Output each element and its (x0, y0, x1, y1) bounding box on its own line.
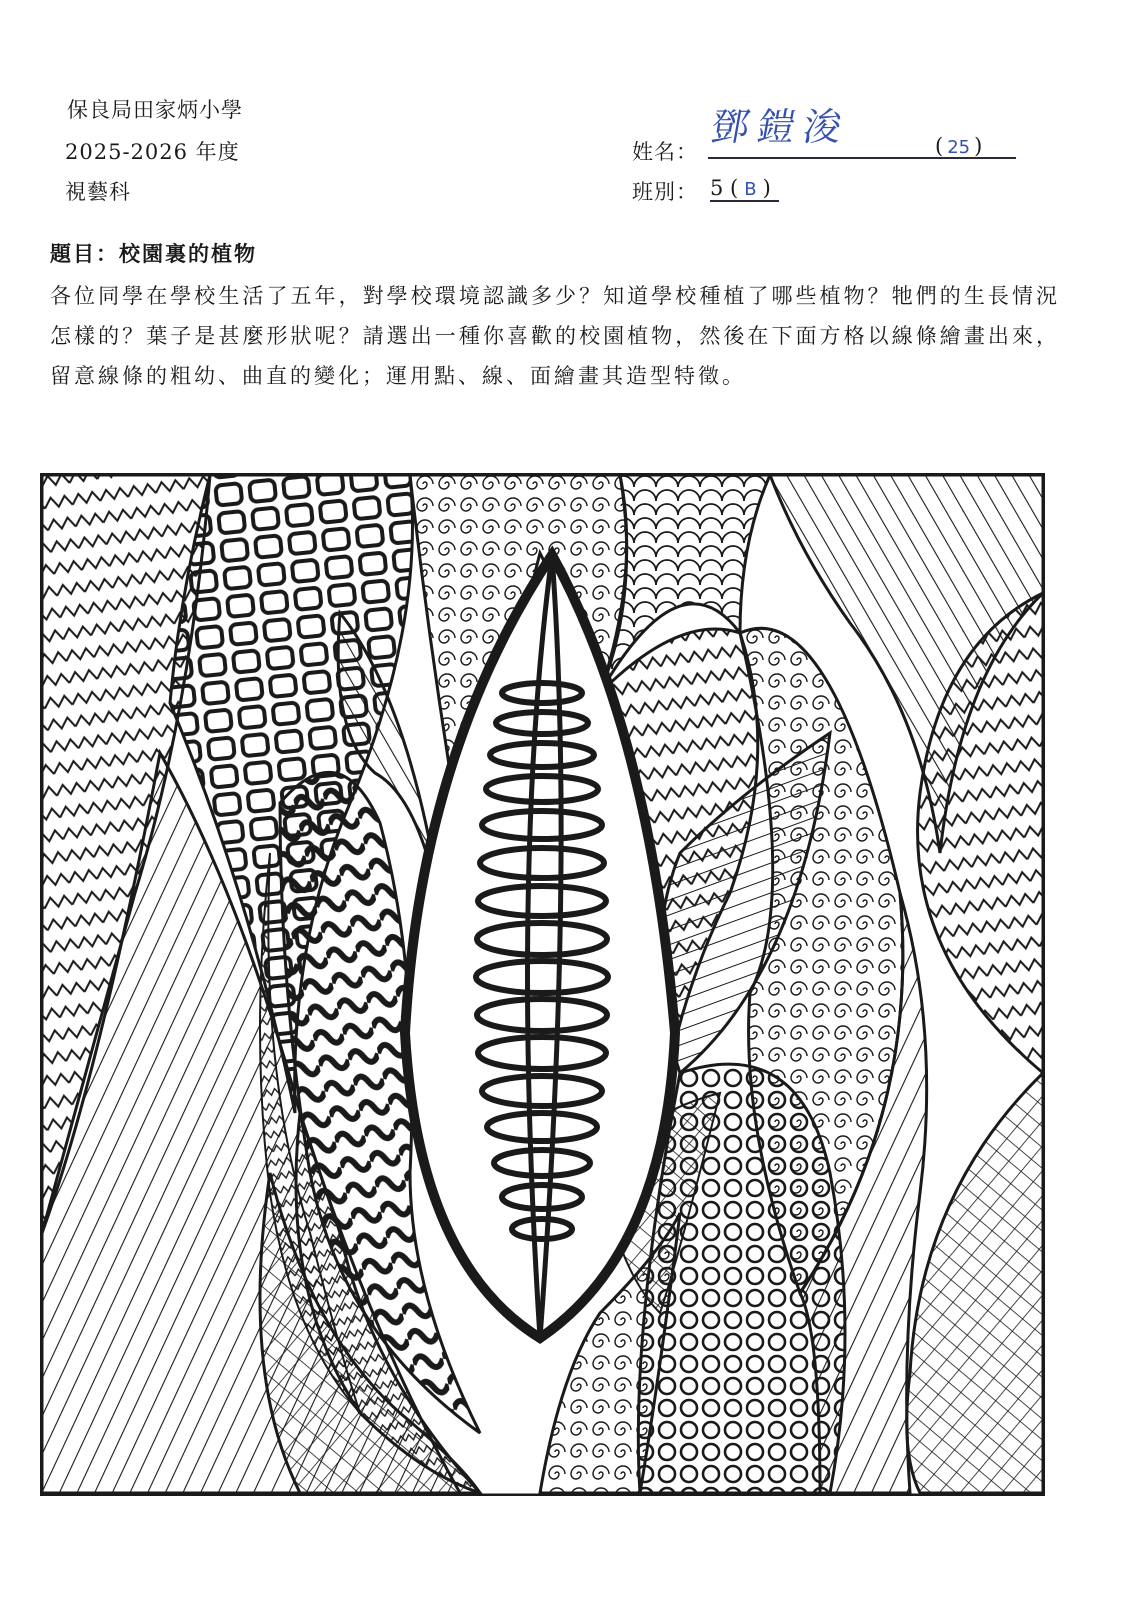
class-section: B (744, 179, 757, 200)
school-name: 保良局田家炳小學 (67, 98, 243, 122)
student-name: 鄧鎧浚 (707, 105, 854, 149)
assignment-title: 題目：校園裏的植物 (50, 241, 257, 266)
class-number: ( 25 ) (935, 134, 983, 158)
school-year: 2025-2026 年度 (65, 140, 240, 164)
corn-drawing (40, 473, 1045, 1496)
subject-name: 視藝科 (65, 180, 131, 204)
class-number-value: 25 (947, 137, 971, 158)
assignment-instructions: 各位同學在學校生活了五年，對學校環境認識多少？知道學校種植了哪些植物？牠們的生長情況怎樣的？葉子是甚麼形狀呢？請選出一種你喜歡的校園植物，然後在下面方格以線條繪畫出來，留意線條的粗幼、曲直的變化；運用點、線、面繪畫其造型特徵。 (50, 284, 1060, 388)
name-label: 姓名： (632, 140, 698, 164)
class-label: 班別： (632, 180, 698, 204)
class-value: 5 ( B ) (710, 176, 779, 202)
class-grade: 5 (710, 176, 724, 200)
